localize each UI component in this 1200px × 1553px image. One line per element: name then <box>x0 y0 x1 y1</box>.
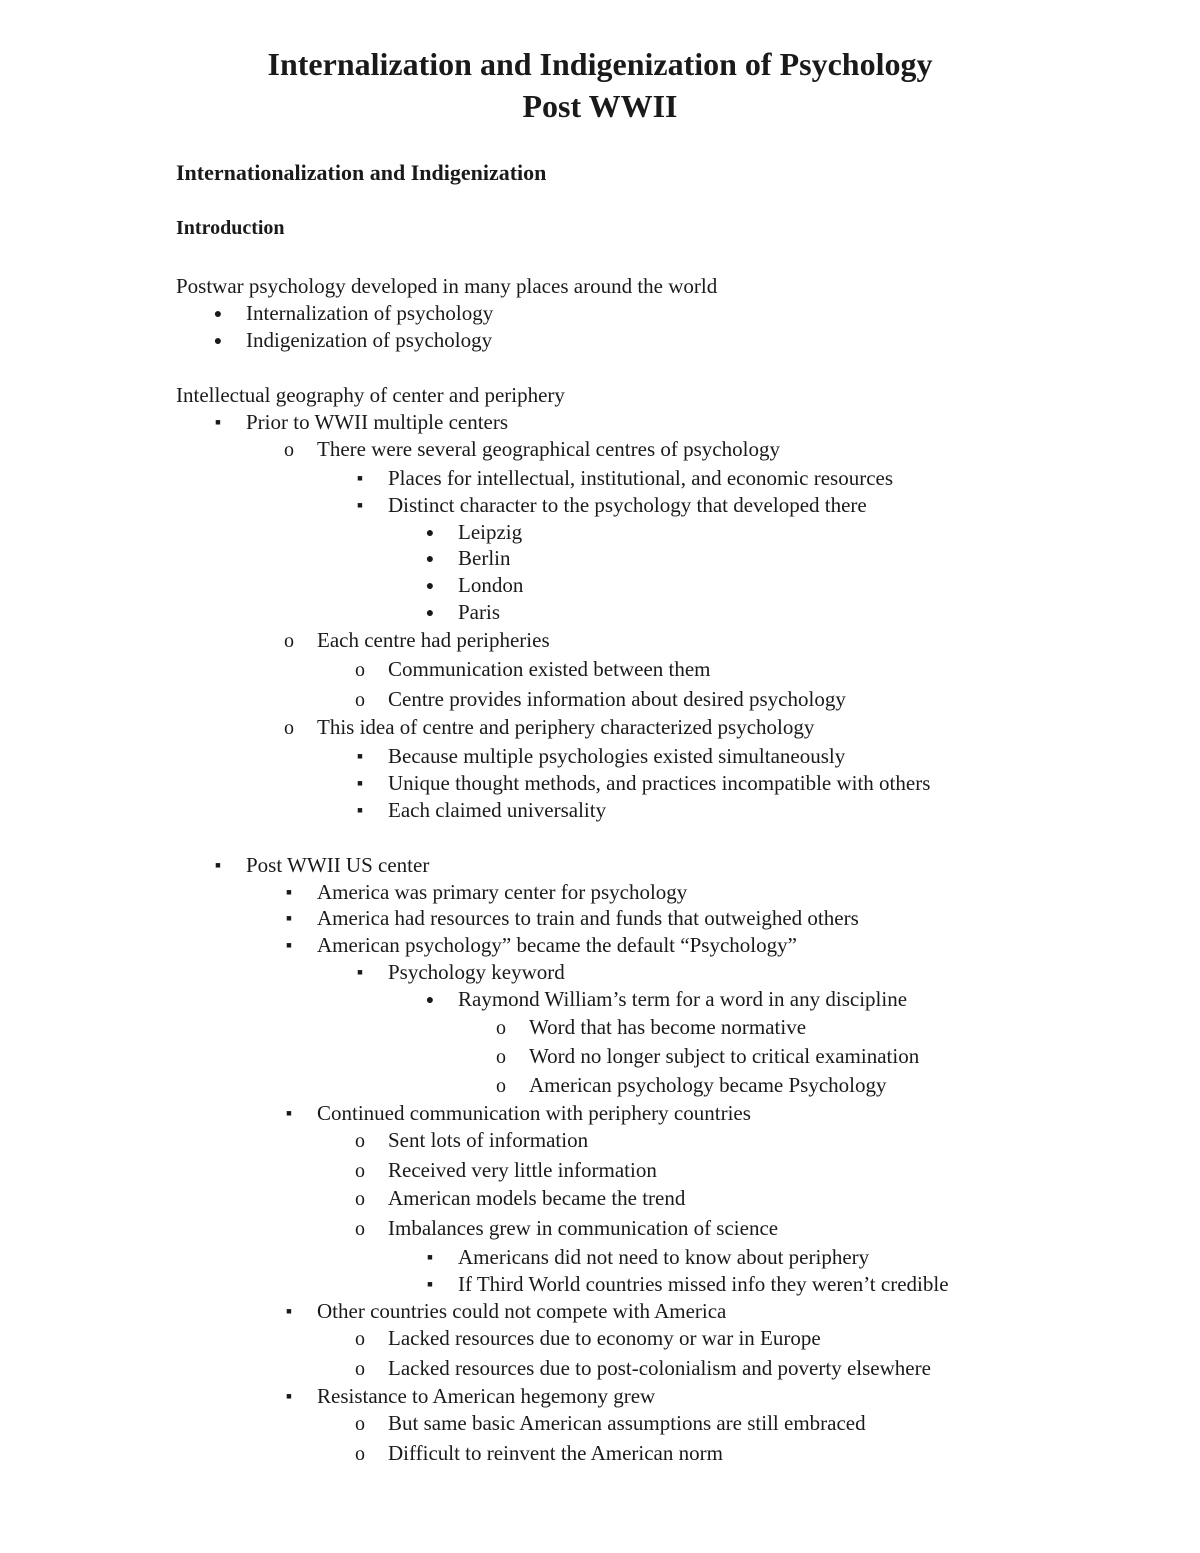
outline-item: Lacked resources due to economy or war in Europe <box>388 1326 821 1350</box>
outline-item: This idea of centre and periphery characterized psychology <box>317 715 815 739</box>
outline-item: Each centre had peripheries <box>317 628 550 652</box>
outline-item: Communication existed between them <box>388 657 711 681</box>
square-bullet-icon <box>418 1244 442 1271</box>
outline-item: Americans did not need to know about periphery <box>458 1245 870 1269</box>
square-bullet-icon <box>206 409 230 436</box>
square-bullet-icon <box>348 465 372 492</box>
square-bullet-icon <box>348 770 372 797</box>
square-bullet-icon <box>348 959 372 986</box>
outline-item: American psychology became Psychology <box>529 1073 887 1097</box>
outline-item: Each claimed universality <box>388 798 607 822</box>
outline-item: Resistance to American hegemony grew <box>317 1384 656 1408</box>
circle-bullet-icon <box>277 627 301 654</box>
square-bullet-icon <box>206 852 230 879</box>
circle-bullet-icon <box>348 656 372 683</box>
outline-item: There were several geographical centres of psychology <box>317 437 780 461</box>
outline-item: Word that has become normative <box>529 1015 807 1039</box>
circle-bullet-icon <box>489 1043 513 1070</box>
circle-bullet-icon <box>489 1014 513 1041</box>
outline-item: Continued communication with periphery countries <box>317 1101 751 1125</box>
circle-bullet-icon <box>277 714 301 741</box>
square-bullet-icon <box>418 1271 442 1298</box>
square-bullet-icon <box>348 492 372 519</box>
outline-item: Paris <box>458 600 500 624</box>
square-bullet-icon <box>348 797 372 824</box>
outline-item: Unique thought methods, and practices incompatible with others <box>388 771 931 795</box>
square-bullet-icon <box>277 932 301 959</box>
circle-bullet-icon <box>489 1072 513 1099</box>
disc-bullet-icon <box>418 599 442 629</box>
outline-item: Postwar psychology developed in many places around the world <box>176 274 718 298</box>
outline-item: If Third World countries missed info they weren’t credible <box>458 1272 949 1296</box>
outline-item: American models became the trend <box>388 1186 686 1210</box>
circle-bullet-icon <box>348 1215 372 1242</box>
outline-item: Intellectual geography of center and periphery <box>176 383 565 407</box>
circle-bullet-icon <box>348 1157 372 1184</box>
outline-item: Distinct character to the psychology that developed there <box>388 493 867 517</box>
disc-bullet-icon <box>418 572 442 602</box>
square-bullet-icon <box>277 905 301 932</box>
outline-item: Other countries could not compete with America <box>317 1299 727 1323</box>
outline-item: Indigenization of psychology <box>246 328 493 352</box>
disc-bullet-icon <box>418 986 442 1016</box>
circle-bullet-icon <box>348 1355 372 1382</box>
outline-item: But same basic American assumptions are still embraced <box>388 1411 866 1435</box>
outline-item: Because multiple psychologies existed simultaneously <box>388 744 846 768</box>
circle-bullet-icon <box>348 1410 372 1437</box>
circle-bullet-icon <box>277 436 301 463</box>
disc-bullet-icon <box>418 545 442 575</box>
subsection-heading: Introduction <box>176 217 285 239</box>
circle-bullet-icon <box>348 1440 372 1467</box>
outline-item: Leipzig <box>458 520 523 544</box>
circle-bullet-icon <box>348 1127 372 1154</box>
document-title-line-2: Post WWII <box>522 88 678 124</box>
outline-item: Imbalances grew in communication of science <box>388 1216 779 1240</box>
square-bullet-icon <box>348 743 372 770</box>
outline-item: Internalization of psychology <box>246 301 494 325</box>
circle-bullet-icon <box>348 1185 372 1212</box>
outline-item: Places for intellectual, institutional, and economic resources <box>388 466 894 490</box>
outline-item: Psychology keyword <box>388 960 565 984</box>
section-heading: Internationalization and Indigenization <box>176 160 547 185</box>
outline-item: Lacked resources due to post-colonialism and poverty elsewhere <box>388 1356 931 1380</box>
disc-bullet-icon <box>206 327 230 357</box>
document-title-line-1: Internalization and Indigenization of Psychology <box>267 46 933 82</box>
outline-item: Centre provides information about desired psychology <box>388 687 846 711</box>
outline-item: Raymond William’s term for a word in any discipline <box>458 987 908 1011</box>
square-bullet-icon <box>277 1383 301 1410</box>
disc-bullet-icon <box>206 300 230 330</box>
outline-item: Word no longer subject to critical examination <box>529 1044 920 1068</box>
square-bullet-icon <box>277 879 301 906</box>
outline-item: America was primary center for psychology <box>317 880 688 904</box>
outline-item: American psychology” became the default “Psychology” <box>317 933 797 957</box>
outline-item: London <box>458 573 524 597</box>
outline-item: Post WWII US center <box>246 853 430 877</box>
outline-item: Received very little information <box>388 1158 657 1182</box>
outline-item: Sent lots of information <box>388 1128 589 1152</box>
square-bullet-icon <box>277 1298 301 1325</box>
outline-item: America had resources to train and funds that outweighed others <box>317 906 859 930</box>
outline-item: Berlin <box>458 546 511 570</box>
outline-item: Difficult to reinvent the American norm <box>388 1441 723 1465</box>
circle-bullet-icon <box>348 1325 372 1352</box>
square-bullet-icon <box>277 1100 301 1127</box>
outline-item: Prior to WWII multiple centers <box>246 410 509 434</box>
circle-bullet-icon <box>348 686 372 713</box>
